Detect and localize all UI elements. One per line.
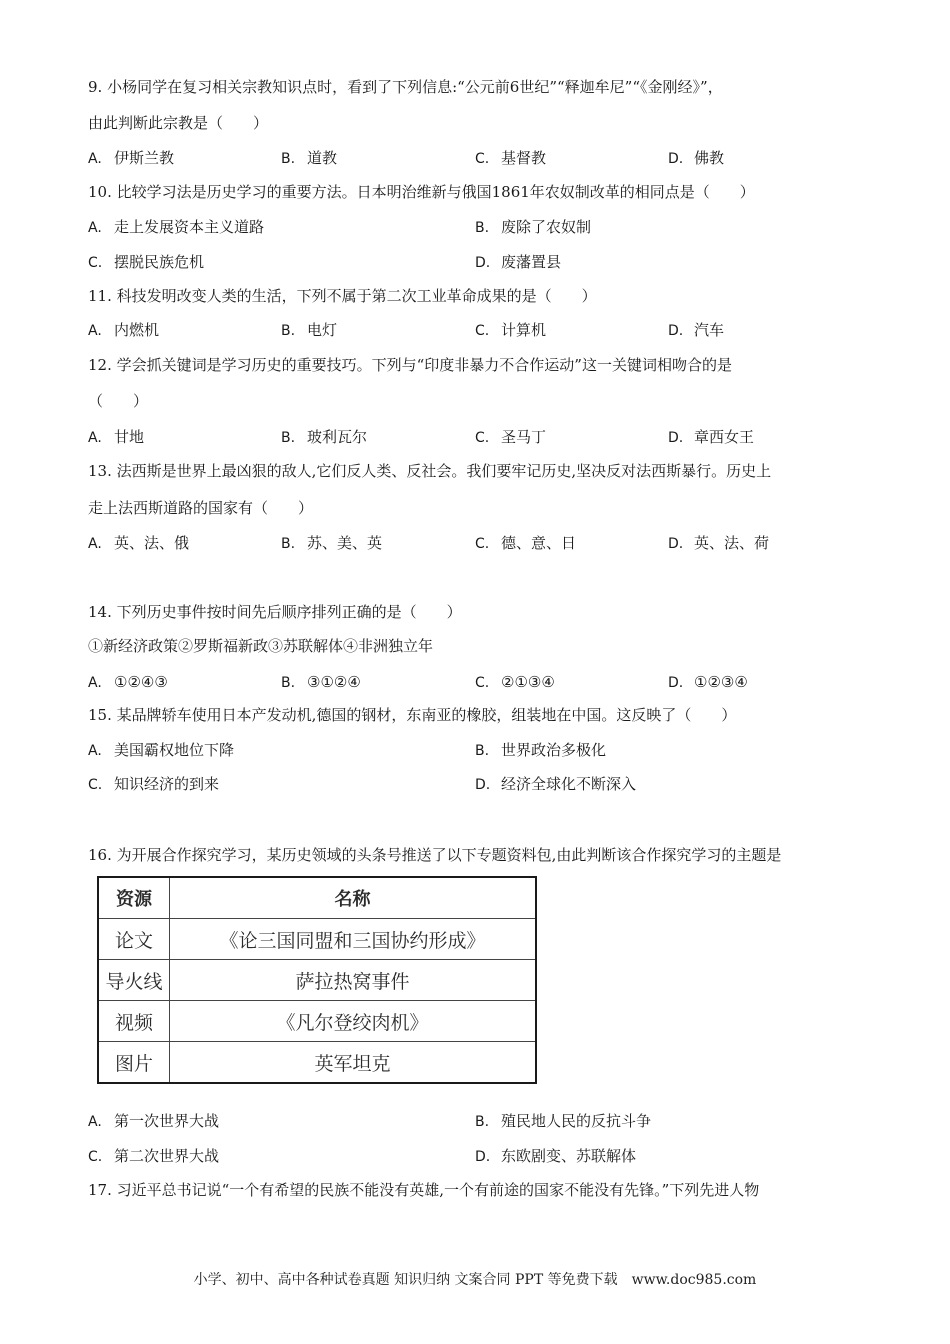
question-13-stem-cont: 走上法西斯道路的国家有（ ） [88, 499, 314, 517]
question-14-stem: 14. 下列历史事件按时间先后顺序排列正确的是（ ） [88, 603, 462, 621]
table-cell-name: 《凡尔登绞肉机》 [170, 1001, 537, 1042]
q10-option-c: C. 摆脱民族危机 [88, 253, 205, 271]
question-9-stem-cont: 由此判断此宗教是（ ） [88, 114, 269, 132]
question-13-stem: 13. 法西斯是世界上最凶狠的敌人,它们反人类、反社会。我们要牢记历史,坚决反对法西斯暴行。历史上 [88, 462, 772, 480]
q16-option-a: A. 第一次世界大战 [88, 1112, 220, 1130]
q14-option-d: D. ①②③④ [668, 673, 748, 691]
q9-option-d: D. 佛教 [668, 149, 725, 167]
q13-option-a: A. 英、法、俄 [88, 534, 190, 552]
q10-option-a: A. 走上发展资本主义道路 [88, 218, 265, 236]
table-cell-resource: 导火线 [98, 960, 170, 1001]
q13-option-d: D. 英、法、荷 [668, 534, 770, 552]
table-cell-resource: 图片 [98, 1042, 170, 1084]
q16-option-b: B. 殖民地人民的反抗斗争 [475, 1112, 652, 1130]
q12-option-d: D. 章西女王 [668, 428, 755, 446]
q11-option-b: B. 电灯 [281, 321, 338, 339]
table-header-resource: 资源 [98, 877, 170, 919]
table-cell-resource: 视频 [98, 1001, 170, 1042]
question-17-stem: 17. 习近平总书记说“一个有希望的民族不能没有英雄,一个有前途的国家不能没有先锋。”下列先进人物 [88, 1181, 760, 1199]
q9-option-b: B. 道教 [281, 149, 338, 167]
table-header-row [98, 877, 536, 919]
q10-option-d: D. 废藩置县 [475, 253, 562, 271]
table-cell-name: 萨拉热窝事件 [170, 960, 537, 1001]
q13-option-b: B. 苏、美、英 [281, 534, 383, 552]
q11-option-c: C. 计算机 [475, 321, 547, 339]
q14-option-a: A. ①②④③ [88, 673, 168, 691]
question-14-events: ①新经济政策②罗斯福新政③苏联解体④非洲独立年 [88, 637, 434, 655]
q14-option-c: C. ②①③④ [475, 673, 555, 691]
q16-option-c: C. 第二次世界大战 [88, 1147, 220, 1165]
q11-option-a: A. 内燃机 [88, 321, 160, 339]
table-cell-resource: 论文 [98, 919, 170, 960]
table-cell-name: 《论三国同盟和三国协约形成》 [170, 919, 537, 960]
question-11-stem: 11. 科技发明改变人类的生活，下列不属于第二次工业革命成果的是（ ） [88, 287, 597, 305]
table-row [98, 960, 536, 1001]
table-row [98, 1042, 536, 1084]
question-9-stem: 9. 小杨同学在复习相关宗教知识点时，看到了下列信息:“公元前6世纪”“释迦牟尼”“《金刚经》”， [88, 78, 723, 96]
q11-option-d: D. 汽车 [668, 321, 725, 339]
q13-option-c: C. 德、意、日 [475, 534, 577, 552]
table-row [98, 919, 536, 960]
q14-option-b: B. ③①②④ [281, 673, 361, 691]
q9-option-c: C. 基督教 [475, 149, 547, 167]
q15-option-c: C. 知识经济的到来 [88, 775, 220, 793]
q10-option-b: B. 废除了农奴制 [475, 218, 592, 236]
q12-option-a: A. 甘地 [88, 428, 145, 446]
table-cell-name: 英军坦克 [170, 1042, 537, 1084]
question-10-stem: 10. 比较学习法是历史学习的重要方法。日本明治维新与俄国1861年农奴制改革的相同点是（ ） [88, 183, 755, 201]
q12-option-c: C. 圣马丁 [475, 428, 547, 446]
resource-table [97, 876, 537, 1084]
table-row [98, 1001, 536, 1042]
q12-option-b: B. 玻利瓦尔 [281, 428, 368, 446]
q15-option-d: D. 经济全球化不断深入 [475, 775, 637, 793]
q15-option-b: B. 世界政治多极化 [475, 741, 607, 759]
question-15-stem: 15. 某品牌轿车使用日本产发动机,德国的钢材，东南亚的橡胶，组装地在中国。这反映了（ ） [88, 706, 737, 724]
page-footer: 小学、初中、高中各种试卷真题 知识归纳 文案合同 PPT 等免费下载 www.doc985.com [193, 1272, 757, 1288]
q15-option-a: A. 美国霸权地位下降 [88, 741, 235, 759]
q16-option-d: D. 东欧剧变、苏联解体 [475, 1147, 637, 1165]
table-header-name: 名称 [170, 877, 537, 919]
question-12-stem: 12. 学会抓关键词是学习历史的重要技巧。下列与“印度非暴力不合作运动”这一关键词相吻合的是 [88, 356, 732, 374]
question-12-stem-cont: （ ） [88, 392, 149, 410]
question-16-stem: 16. 为开展合作探究学习，某历史领域的头条号推送了以下专题资料包,由此判断该合作探究学习的主题是 [88, 846, 782, 864]
q9-option-a: A. 伊斯兰教 [88, 149, 175, 167]
